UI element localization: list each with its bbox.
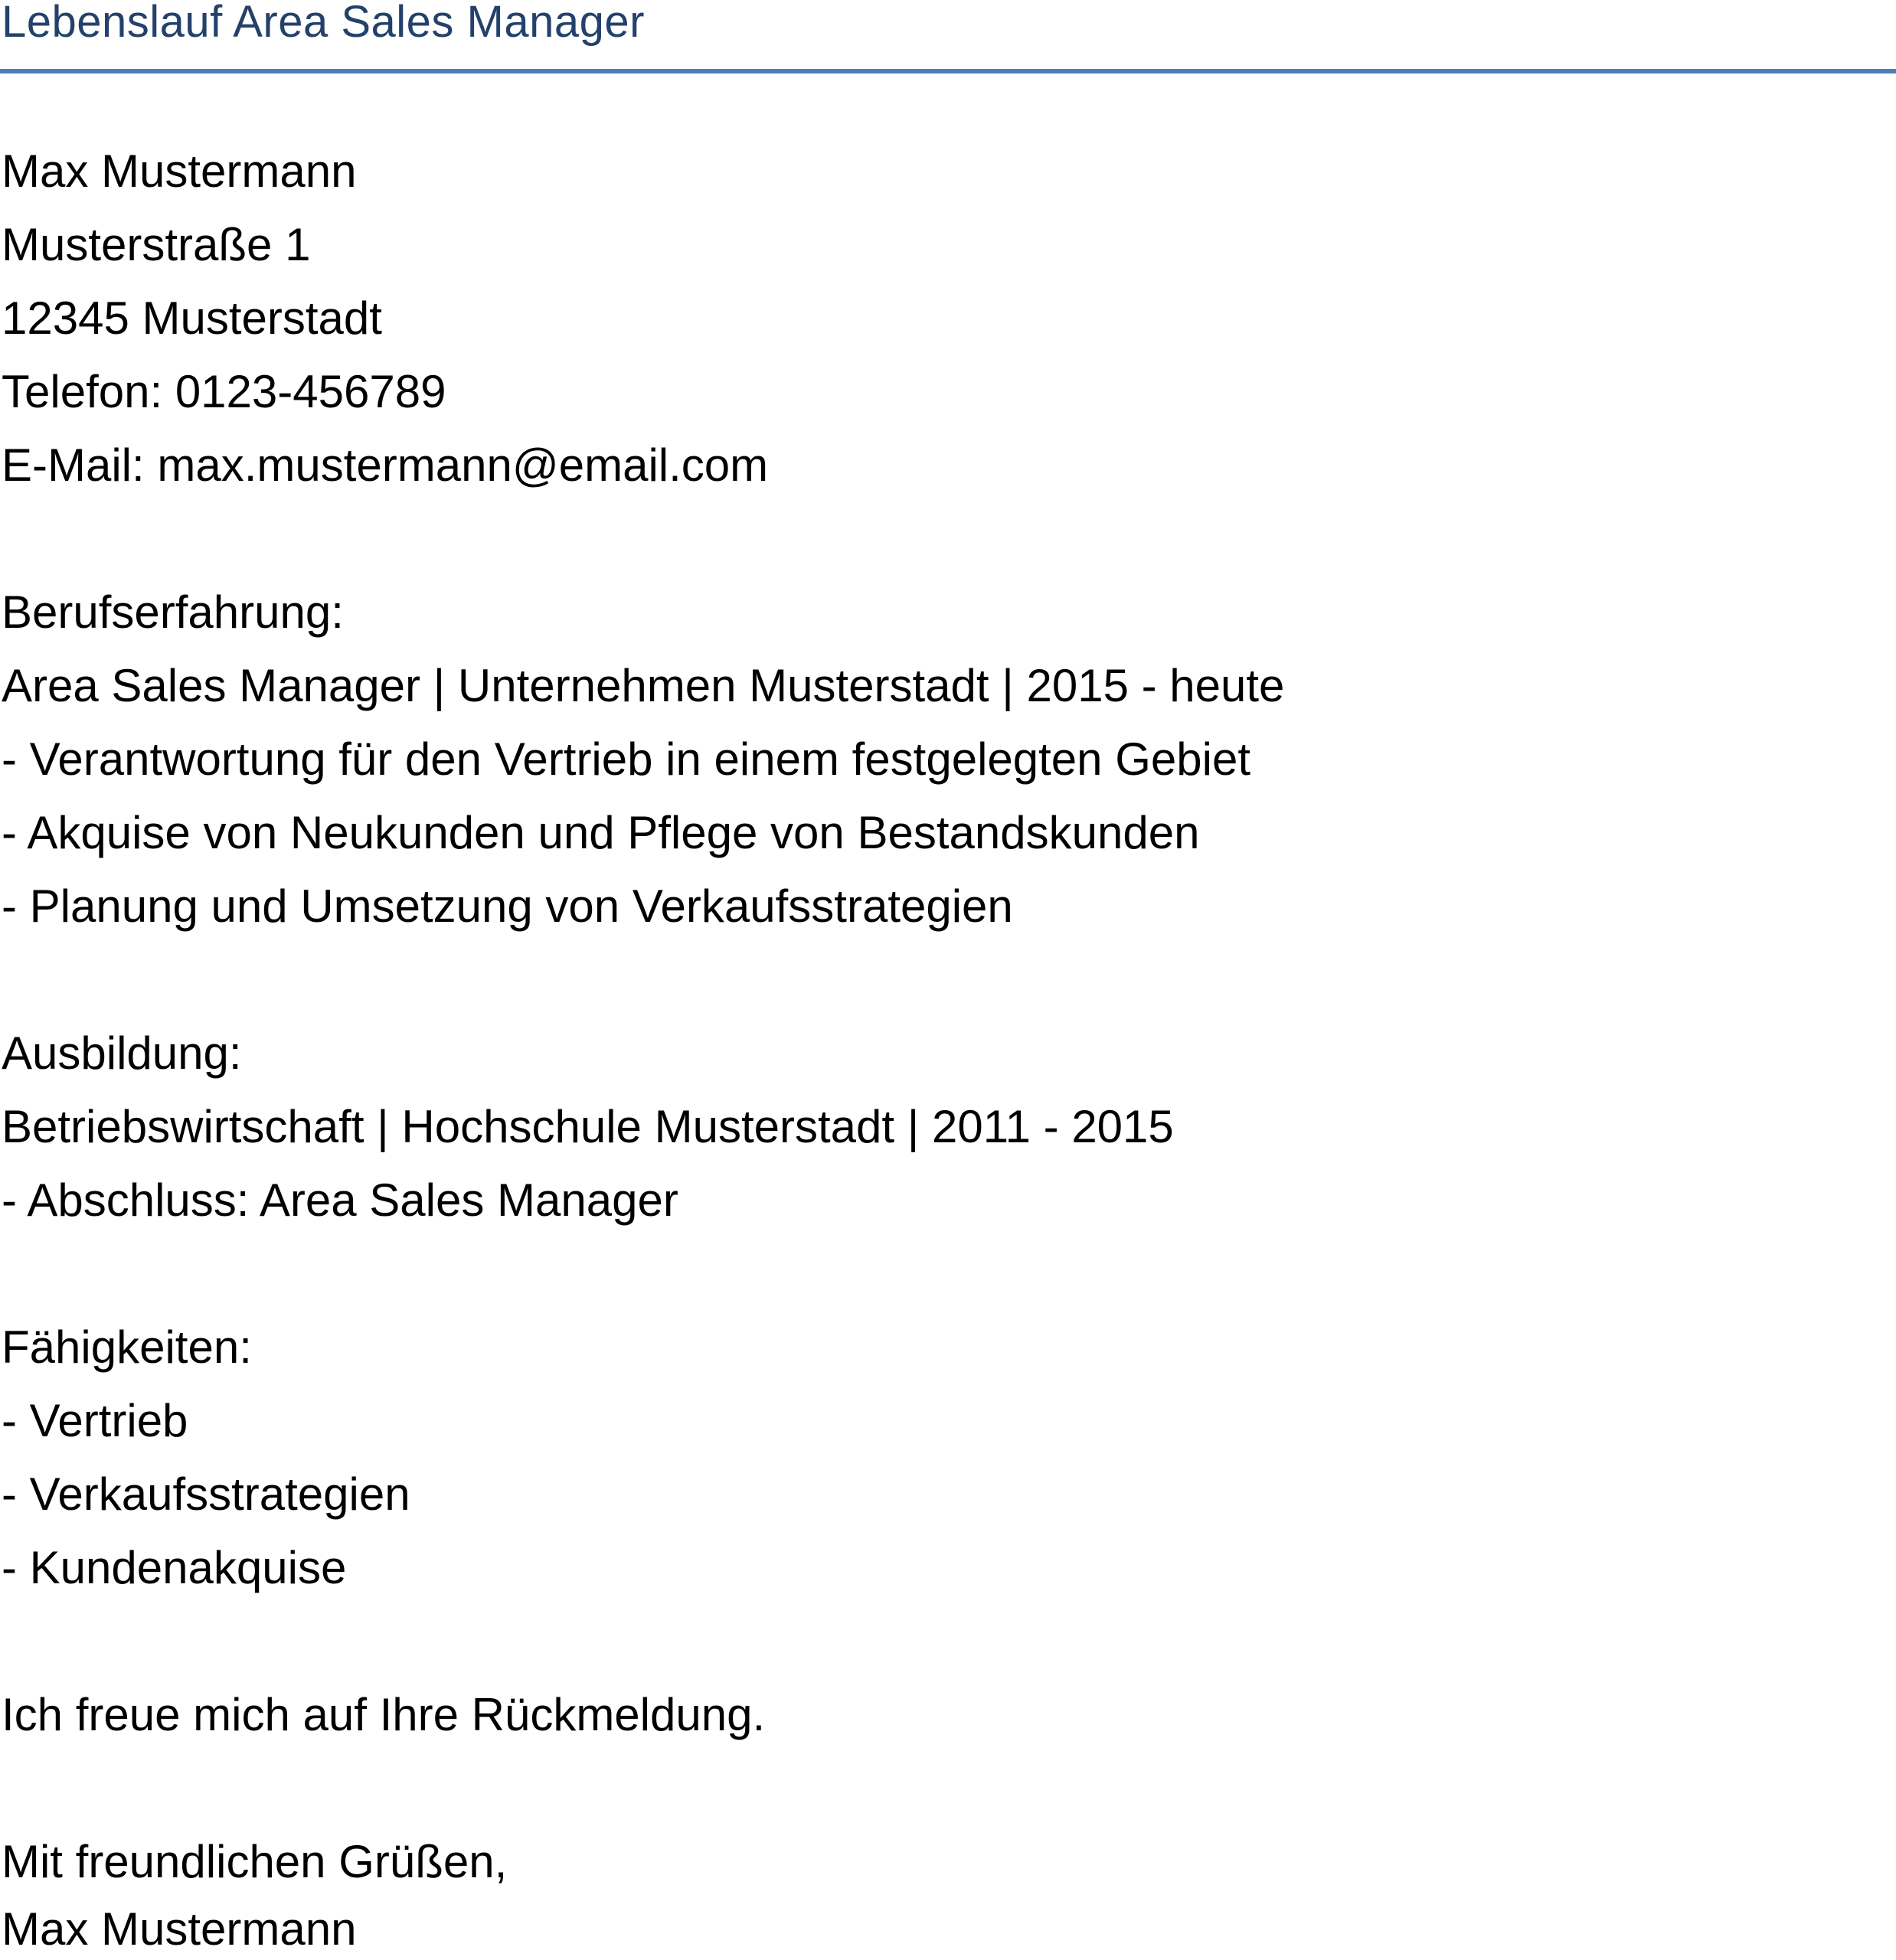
skills-bullet: - Vertrieb — [2, 1395, 188, 1446]
skills-bullet: - Kundenakquise — [2, 1542, 347, 1593]
closing-greeting: Mit freundlichen Grüßen, — [2, 1836, 508, 1887]
education-bullet: - Abschluss: Area Sales Manager — [2, 1174, 678, 1226]
skills-heading: Fähigkeiten: — [2, 1321, 252, 1373]
experience-heading: Berufserfahrung: — [2, 586, 344, 638]
contact-city: 12345 Musterstadt — [2, 292, 382, 344]
skills-bullet: - Verkaufsstrategien — [2, 1468, 410, 1520]
closing-sentence: Ich freue mich auf Ihre Rückmeldung. — [2, 1689, 766, 1740]
contact-phone: Telefon: 0123-456789 — [2, 366, 446, 417]
education-heading: Ausbildung: — [2, 1027, 242, 1079]
contact-email: E-Mail: max.mustermann@email.com — [2, 439, 769, 491]
title-underline — [0, 69, 1896, 74]
contact-street: Musterstraße 1 — [2, 219, 311, 270]
document-title: Lebenslauf Area Sales Manager — [2, 0, 645, 47]
experience-bullet: - Verantwortung für den Vertrieb in einem festgelegten Gebiet — [2, 733, 1250, 785]
signature-name: Max Mustermann — [2, 1903, 357, 1955]
experience-bullet: - Planung und Umsetzung von Verkaufsstrategien — [2, 880, 1013, 932]
education-entry: Betriebswirtschaft | Hochschule Musterstadt | 2011 - 2015 — [2, 1101, 1174, 1152]
contact-name: Max Mustermann — [2, 145, 357, 197]
experience-position: Area Sales Manager | Unternehmen Musterstadt | 2015 - heute — [2, 660, 1285, 711]
experience-bullet: - Akquise von Neukunden und Pflege von Bestandskunden — [2, 807, 1200, 858]
